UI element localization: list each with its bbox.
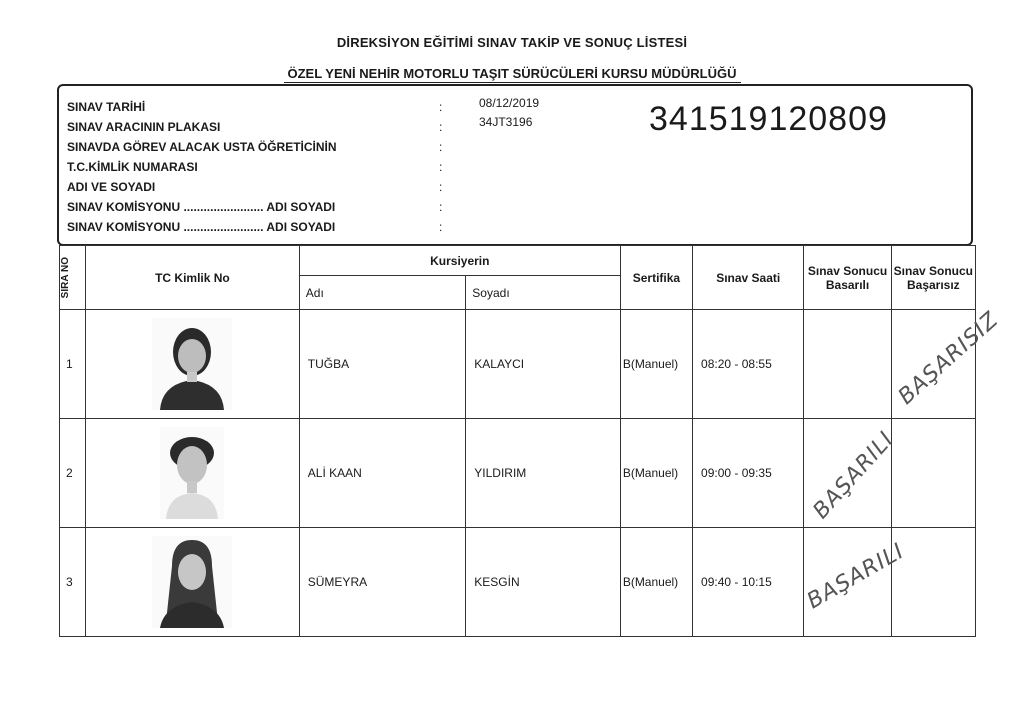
first-name: SÜMEYRA [299,528,466,637]
header-tc: TC Kimlik No [86,246,300,310]
first-name: ALİ KAAN [299,419,466,528]
label-instructor: SINAVDA GÖREV ALACAK USTA ÖĞRETİCİNİN [67,140,337,154]
table-row [60,310,976,419]
label-commission-2: SINAV KOMİSYONU ........................ ADI SOYADI [67,220,336,234]
result-failed: BAŞARISIZ [891,310,975,419]
colon: : [439,100,443,114]
certificate: B(Manuel) [620,528,692,637]
document-title: DİREKSİYON EĞİTİMİ SINAV TAKİP VE SONUÇ LİSTESİ [336,35,688,50]
last-name: KESGİN [466,528,621,637]
label-tc-number: T.C.KİMLİK NUMARASI [67,160,198,174]
applicant-photo [152,318,232,410]
exam-time: 09:40 - 10:15 [693,528,804,637]
row-no: 3 [60,528,86,637]
header-kursiyerin: Kursiyerin [299,246,620,276]
colon: : [439,140,443,154]
result-passed: BAŞARILI [804,528,891,637]
plate-value: 34JT3196 [479,115,533,129]
exam-number: 341519120809 [649,100,888,138]
result-passed: BAŞARILI [804,419,891,528]
label-name-surname: ADI VE SOYADI [67,180,156,194]
exam-date-value: 08/12/2019 [479,96,540,110]
applicant-photo [160,427,224,519]
last-name: YILDIRIM [466,419,621,528]
colon: : [439,200,443,214]
institution-name: ÖZEL YENİ NEHİR MOTORLU TAŞIT SÜRÜCÜLERİ KURSU MÜDÜRLÜĞÜ [0,66,1024,81]
exam-info-box [57,84,973,246]
photo-cell [86,310,300,419]
colon: : [439,220,443,234]
exam-time: 08:20 - 08:55 [693,310,804,419]
result-failed [891,528,975,637]
header-soyadi: Soyadı [466,276,621,310]
header-sertifika: Sertifika [620,246,692,310]
row-no: 1 [60,310,86,419]
colon: : [439,160,443,174]
exam-time: 09:00 - 09:35 [693,419,804,528]
header-basarili: Sınav Sonucu Basarılı [804,246,891,310]
colon: : [439,120,443,134]
row-no: 2 [60,419,86,528]
last-name: KALAYCI [466,310,621,419]
label-vehicle-plate: SINAV ARACININ PLAKASI [67,120,221,134]
photo-cell [86,419,300,528]
result-failed [891,419,975,528]
colon: : [439,180,443,194]
applicant-photo [152,536,232,628]
table-row [60,528,976,637]
label-commission-1: SINAV KOMİSYONU ........................ ADI SOYADI [67,200,336,214]
result-passed [804,310,891,419]
certificate: B(Manuel) [620,419,692,528]
photo-cell [86,528,300,637]
header-saat: Sınav Saati [693,246,804,310]
first-name: TUĞBA [299,310,466,419]
header-adi: Adı [299,276,466,310]
results-table [59,245,1004,637]
header-basarisiz: Sınav Sonucu Başarısız [891,246,975,310]
label-exam-date: SINAV TARİHİ [67,100,146,114]
header-sira: SIRA NO [60,246,86,310]
table-row [60,419,976,528]
certificate: B(Manuel) [620,310,692,419]
